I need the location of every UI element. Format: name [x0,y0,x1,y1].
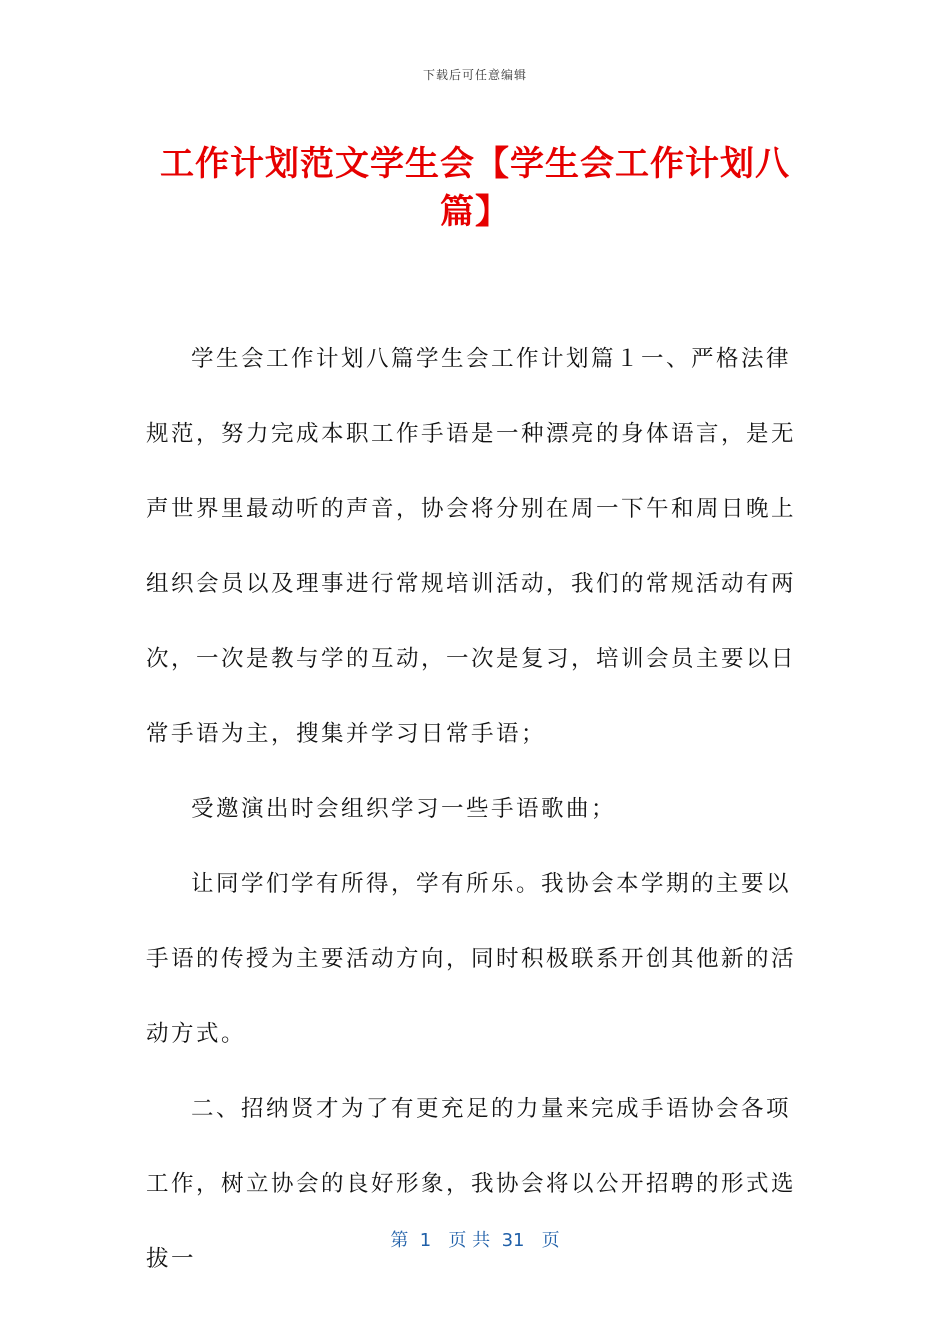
header-note: 下载后可任意编辑 [422,68,527,82]
document-title: 工作计划范文学生会【学生会工作计划八篇】 [160,144,790,232]
page-footer: 第 1 页 共 31 页 [390,1230,560,1251]
paragraph-4: 二、招纳贤才为了有更充足的力量来完成手语协会各项工作，树立协会的良好形象，我协会将以公开招聘的形式选拔一 [146,1096,797,1272]
paragraph-3: 让同学们学有所得，学有所乐。我协会本学期的主要以手语的传授为主要活动方向，同时积极联系开创其他新的活动方式。 [146,871,797,1047]
paragraph-1: 学生会工作计划八篇学生会工作计划篇１一、严格法律规范，努力完成本职工作手语是一种漂亮的身体语言，是无声世界里最动听的声音，协会将分别在周一下午和周日晚上组织会员以及理事进行常规培训活动，我们的常规活动有两次，一次是教与学的互动，一次是复习，培训会员主要以日常手语为主，搜集并学习日常手语； [146,346,797,747]
paragraph-2: 受邀演出时会组织学习一些手语歌曲； [191,796,617,822]
document-body [146,322,796,1297]
